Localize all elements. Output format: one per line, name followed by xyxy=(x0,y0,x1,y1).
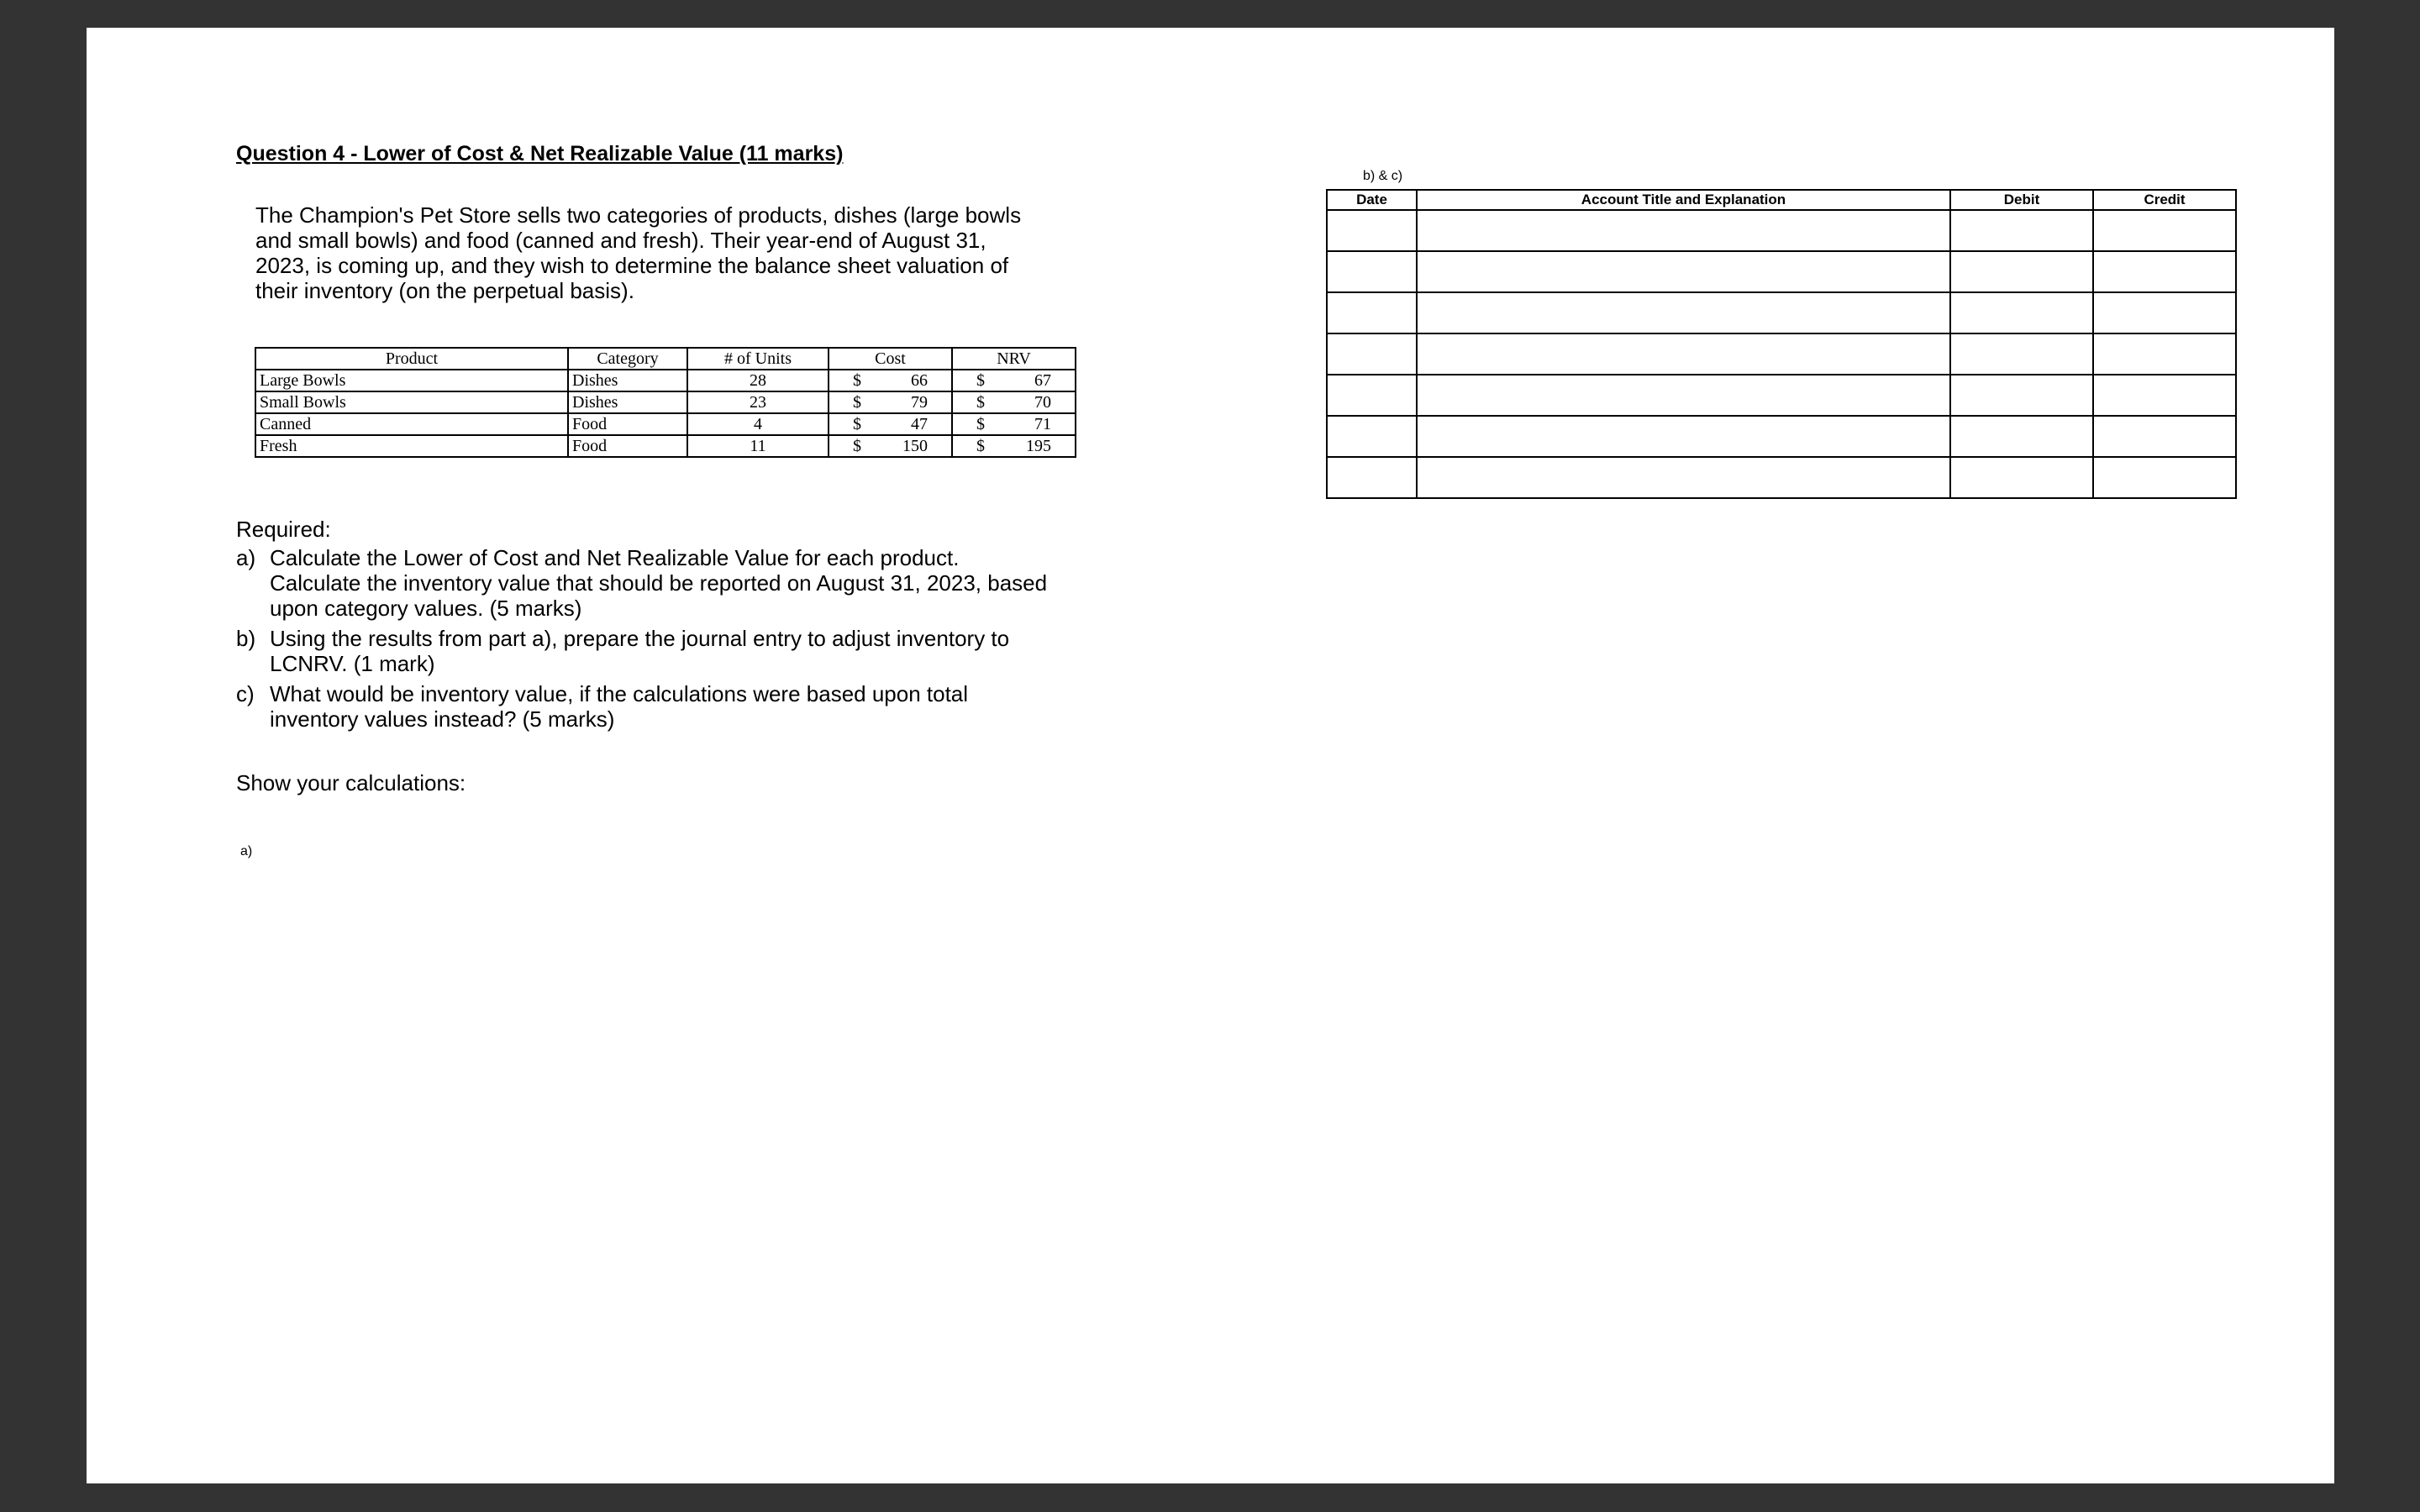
journal-cell-credit[interactable] xyxy=(2093,333,2236,375)
currency-symbol: $ xyxy=(976,415,985,433)
cell-product: Large Bowls xyxy=(255,370,568,391)
journal-cell-credit[interactable] xyxy=(2093,251,2236,292)
table-row xyxy=(255,413,1076,435)
nrv-value: 70 xyxy=(1034,393,1051,412)
show-calculations-label: Show your calculations: xyxy=(236,770,466,795)
cell-nrv xyxy=(952,370,1076,391)
item-line: Using the results from part a), prepare the journal entry to adjust inventory to xyxy=(270,626,1010,651)
product-table-header xyxy=(255,348,1076,370)
journal-cell-debit[interactable] xyxy=(1950,251,2093,292)
product-table xyxy=(255,347,1076,458)
journal-cell-credit[interactable] xyxy=(2093,292,2236,333)
journal-cell-debit[interactable] xyxy=(1950,292,2093,333)
document-page xyxy=(87,28,2334,1483)
currency-symbol: $ xyxy=(853,371,861,390)
cell-cost xyxy=(829,435,952,457)
currency-symbol: $ xyxy=(976,437,985,455)
item-text xyxy=(270,681,968,732)
nrv-value: 71 xyxy=(1034,415,1051,433)
currency-symbol: $ xyxy=(853,393,861,412)
journal-row xyxy=(1327,416,2236,457)
currency-symbol: $ xyxy=(853,437,861,455)
item-letter: a) xyxy=(236,545,256,570)
cell-product: Fresh xyxy=(255,435,568,457)
journal-cell-date[interactable] xyxy=(1327,457,1417,498)
intro-paragraph xyxy=(255,202,1104,303)
table-row xyxy=(255,435,1076,457)
journal-cell-account[interactable] xyxy=(1417,210,1950,251)
journal-cell-credit[interactable] xyxy=(2093,457,2236,498)
cell-units: 4 xyxy=(687,413,829,435)
journal-cell-account[interactable] xyxy=(1417,416,1950,457)
item-line: What would be inventory value, if the calculations were based upon total xyxy=(270,681,969,706)
required-item-a xyxy=(236,545,1118,621)
header-debit: Debit xyxy=(1950,190,2093,210)
journal-cell-credit[interactable] xyxy=(2093,210,2236,251)
intro-line: and small bowls) and food (canned and fresh). Their year-end of August 31, xyxy=(255,228,986,253)
header-units: # of Units xyxy=(687,348,829,370)
item-line: Calculate the Lower of Cost and Net Realizable Value for each product. xyxy=(270,545,960,570)
journal-cell-account[interactable] xyxy=(1417,292,1950,333)
journal-entry-table xyxy=(1326,189,2237,499)
journal-cell-debit[interactable] xyxy=(1950,457,2093,498)
currency-symbol: $ xyxy=(976,371,985,390)
cell-nrv xyxy=(952,435,1076,457)
journal-cell-debit[interactable] xyxy=(1950,416,2093,457)
header-date: Date xyxy=(1327,190,1417,210)
cell-nrv xyxy=(952,391,1076,413)
cell-cost xyxy=(829,391,952,413)
cost-value: 66 xyxy=(911,371,928,390)
nrv-value: 195 xyxy=(1026,437,1051,455)
journal-cell-account[interactable] xyxy=(1417,375,1950,416)
cost-value: 150 xyxy=(902,437,928,455)
intro-line: The Champion's Pet Store sells two categories of products, dishes (large bowls xyxy=(255,202,1022,228)
table-row xyxy=(255,391,1076,413)
item-line: upon category values. (5 marks) xyxy=(270,596,582,621)
item-line: LCNRV. (1 mark) xyxy=(270,651,435,676)
journal-row xyxy=(1327,251,2236,292)
required-item-c xyxy=(236,681,1118,732)
table-row xyxy=(255,370,1076,391)
journal-cell-date[interactable] xyxy=(1327,333,1417,375)
item-text xyxy=(270,626,1009,676)
cell-category: Dishes xyxy=(568,391,687,413)
journal-row xyxy=(1327,457,2236,498)
required-section xyxy=(236,517,1118,737)
journal-cell-date[interactable] xyxy=(1327,251,1417,292)
header-nrv: NRV xyxy=(952,348,1076,370)
cost-value: 47 xyxy=(911,415,928,433)
item-text xyxy=(270,545,1047,621)
item-line: Calculate the inventory value that should be reported on August 31, 2023, based xyxy=(270,570,1048,596)
journal-row xyxy=(1327,375,2236,416)
header-credit: Credit xyxy=(2093,190,2236,210)
header-category: Category xyxy=(568,348,687,370)
cell-product: Canned xyxy=(255,413,568,435)
journal-cell-date[interactable] xyxy=(1327,375,1417,416)
journal-cell-account[interactable] xyxy=(1417,457,1950,498)
journal-header xyxy=(1327,190,2236,210)
cell-units: 23 xyxy=(687,391,829,413)
journal-row xyxy=(1327,292,2236,333)
cell-units: 28 xyxy=(687,370,829,391)
journal-cell-account[interactable] xyxy=(1417,251,1950,292)
cell-units: 11 xyxy=(687,435,829,457)
header-account-title: Account Title and Explanation xyxy=(1417,190,1950,210)
journal-cell-credit[interactable] xyxy=(2093,375,2236,416)
required-heading: Required: xyxy=(236,517,331,542)
cell-category: Food xyxy=(568,435,687,457)
currency-symbol: $ xyxy=(853,415,861,433)
item-letter: b) xyxy=(236,626,256,651)
cell-category: Dishes xyxy=(568,370,687,391)
journal-cell-debit[interactable] xyxy=(1950,333,2093,375)
part-a-label: a) xyxy=(240,844,253,858)
journal-cell-debit[interactable] xyxy=(1950,210,2093,251)
part-bc-label: b) & c) xyxy=(1363,169,1403,183)
journal-cell-date[interactable] xyxy=(1327,210,1417,251)
cell-cost xyxy=(829,413,952,435)
journal-cell-account[interactable] xyxy=(1417,333,1950,375)
cost-value: 79 xyxy=(911,393,928,412)
nrv-value: 67 xyxy=(1034,371,1051,390)
cell-product: Small Bowls xyxy=(255,391,568,413)
intro-line: 2023, is coming up, and they wish to determine the balance sheet valuation of xyxy=(255,253,1009,278)
journal-cell-date[interactable] xyxy=(1327,416,1417,457)
question-title: Question 4 - Lower of Cost & Net Realizable Value (11 marks) xyxy=(236,142,844,165)
intro-line: their inventory (on the perpetual basis). xyxy=(255,278,634,303)
journal-row xyxy=(1327,333,2236,375)
journal-row xyxy=(1327,210,2236,251)
currency-symbol: $ xyxy=(976,393,985,412)
cell-category: Food xyxy=(568,413,687,435)
journal-cell-date[interactable] xyxy=(1327,292,1417,333)
journal-cell-credit[interactable] xyxy=(2093,416,2236,457)
item-letter: c) xyxy=(236,681,255,706)
item-line: inventory values instead? (5 marks) xyxy=(270,706,615,732)
header-product: Product xyxy=(255,348,568,370)
required-item-b xyxy=(236,626,1118,676)
cell-nrv xyxy=(952,413,1076,435)
journal-cell-debit[interactable] xyxy=(1950,375,2093,416)
cell-cost xyxy=(829,370,952,391)
header-cost: Cost xyxy=(829,348,952,370)
